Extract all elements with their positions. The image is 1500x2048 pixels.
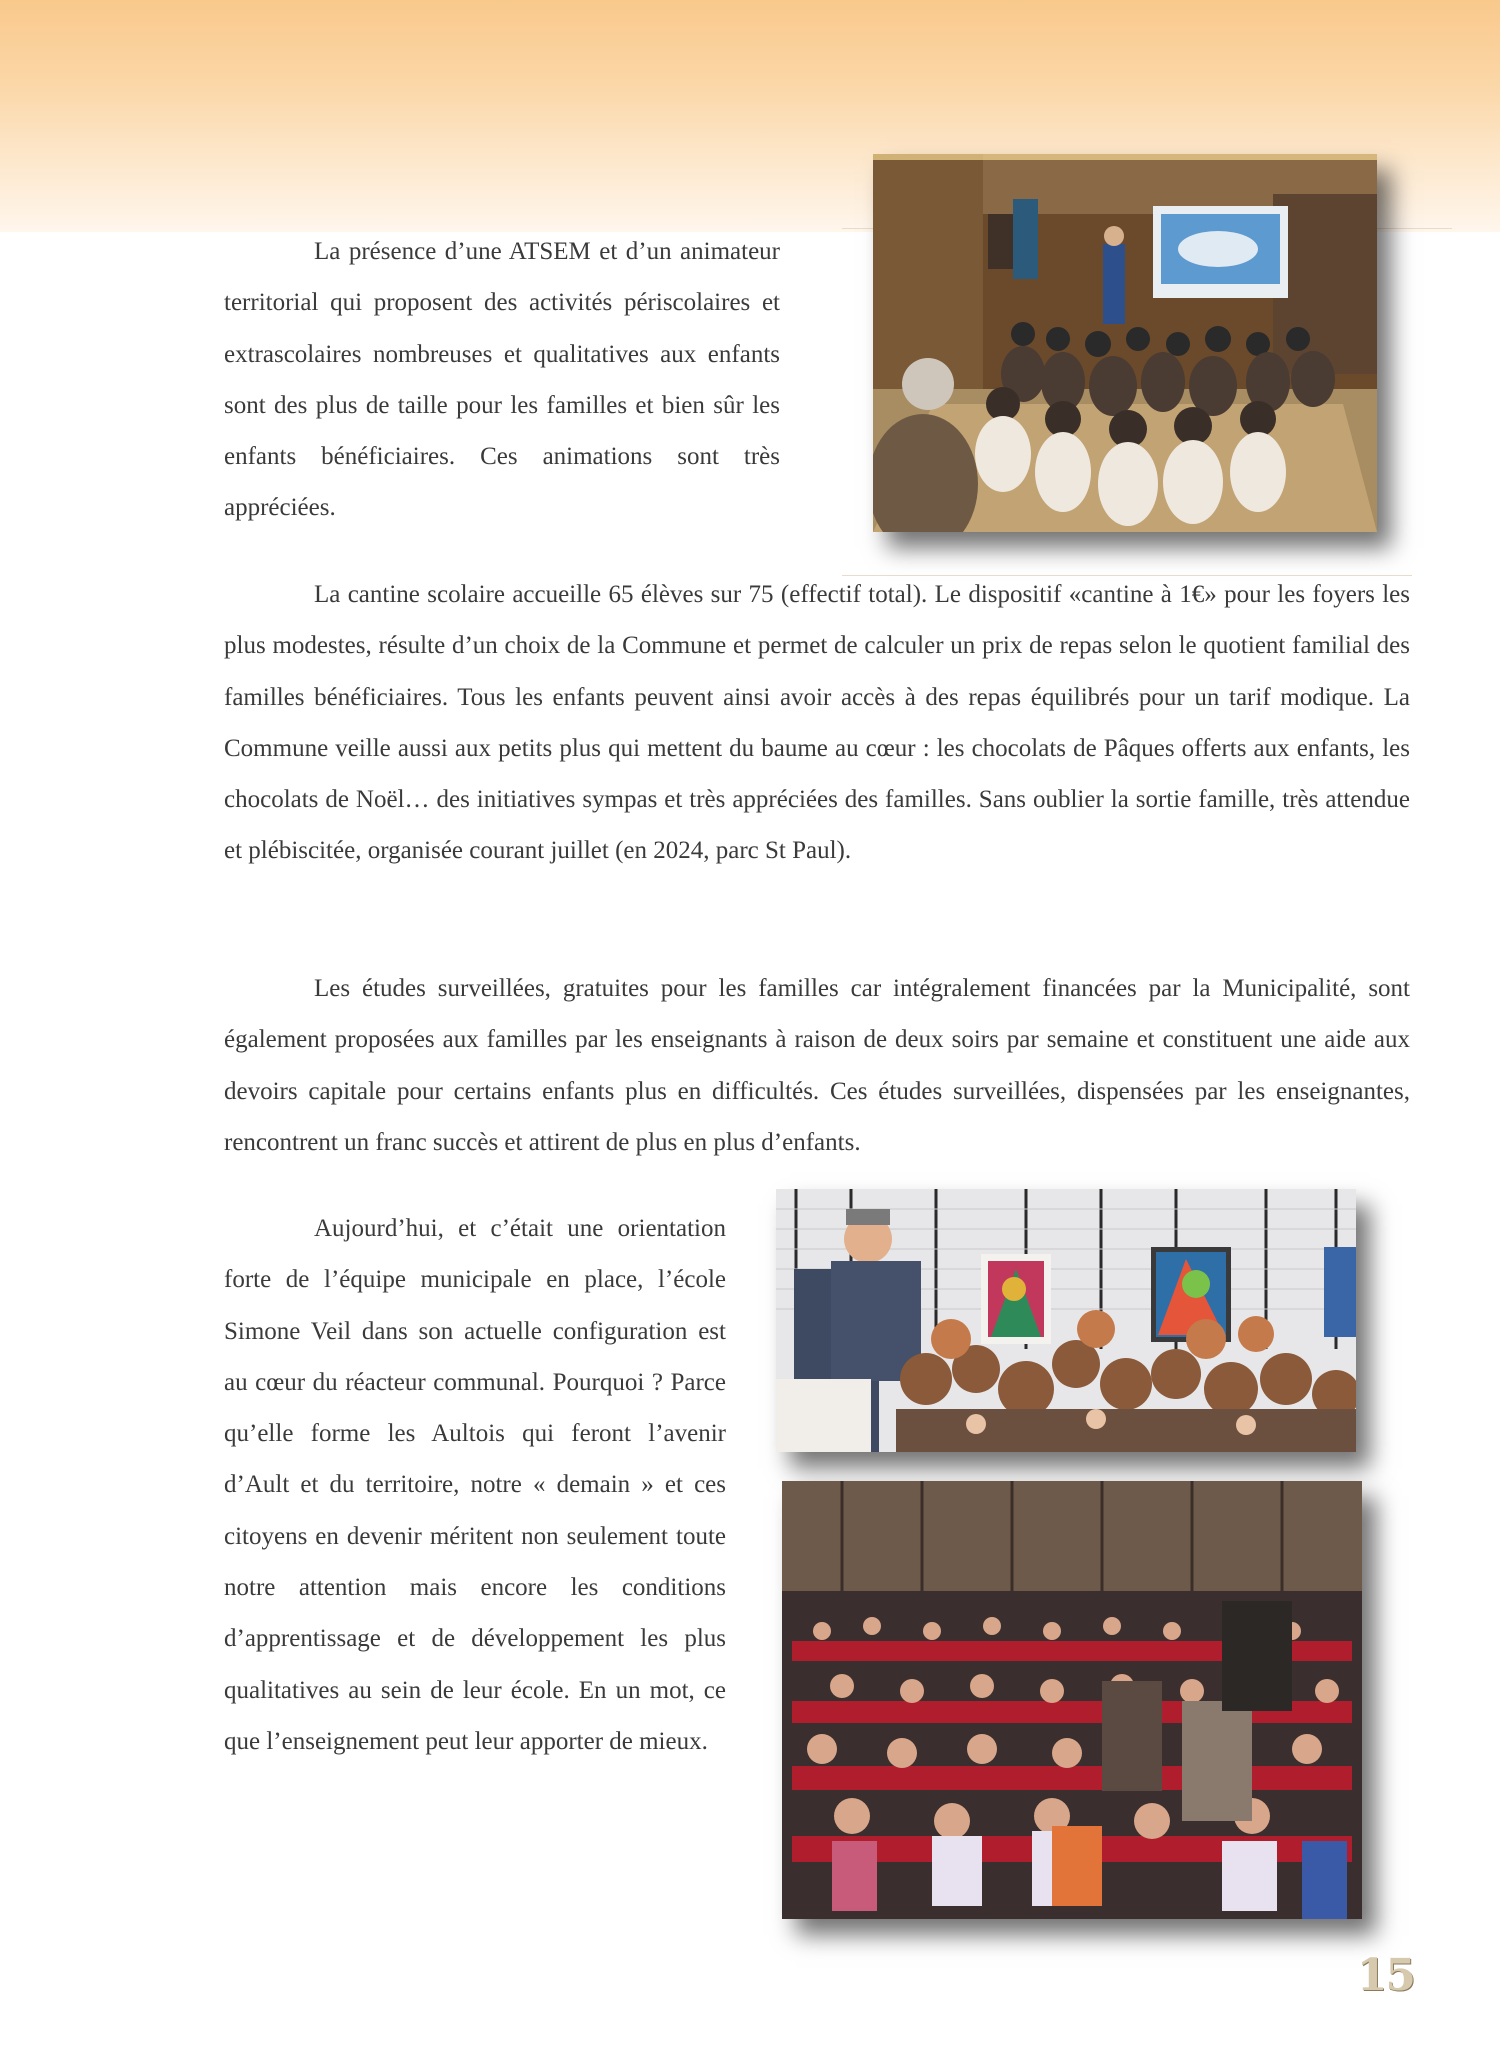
paragraph-ecole: Aujourd’hui, et c’était une orientation forte de l’équipe municipale en place, l’école Simone Veil dans son actuelle configuration est au cœur du réacteur communal. Pourquoi ? Parce qu’elle forme les Aultois qui feront l’avenir d’Ault et du territoire, notre « demain » et ces citoyens en devenir méritent non seulement toute notre attention mais encore les conditions d’apprentissage et de développement les plus qualitatives au sein de leur école. En un mot, ce que l’enseignement peut leur apporter de mieux. xyxy=(224,1215,726,1755)
photo-art-exhibition xyxy=(776,1189,1356,1452)
page-number: 15 xyxy=(1356,1950,1414,2001)
photo-cinema-audience xyxy=(782,1481,1362,1919)
paragraph-atsem: La présence d’une ATSEM et d’un animateur territorial qui proposent des activités périscolaires et extrascolaires nombreuses et qualitatives aux enfants sont des plus de taille pour les familles et bien sûr les enfants bénéficiaires. Ces animations sont très appréciées. xyxy=(224,238,780,522)
paragraph-cantine: La cantine scolaire accueille 65 élèves sur 75 (effectif total). Le dispositif «cantine à 1€» pour les foyers les plus modestes, résulte d’un choix de la Commune et permet de calculer un prix de repas selon le quotient familial des familles bénéficiaires. Tous les enfants peuvent ainsi avoir accès à des repas équilibrés pour un tarif modique. La Commune veille aussi aux petits plus qui mettent du baume au cœur : les chocolats de Pâques offerts aux enfants, les chocolats de Noël… des initiatives sympas et très appréciées des familles. Sans oublier la sortie famille, très attendue et plébiscitée, organisée courant juillet (en 2024, parc St Paul). xyxy=(224,581,1410,865)
paragraph-etudes: Les études surveillées, gratuites pour les familles car intégralement financées par la Municipalité, sont également proposées aux familles par les enseignants à raison de deux soirs par semaine et constituent une aide aux devoirs capitale pour certains enfants plus en difficultés. Ces études surveillées, dispensées par les enseignantes, rencontrent un franc succès et attirent de plus en plus d’enfants. xyxy=(224,975,1410,1156)
photo-projection-activity xyxy=(873,154,1377,532)
